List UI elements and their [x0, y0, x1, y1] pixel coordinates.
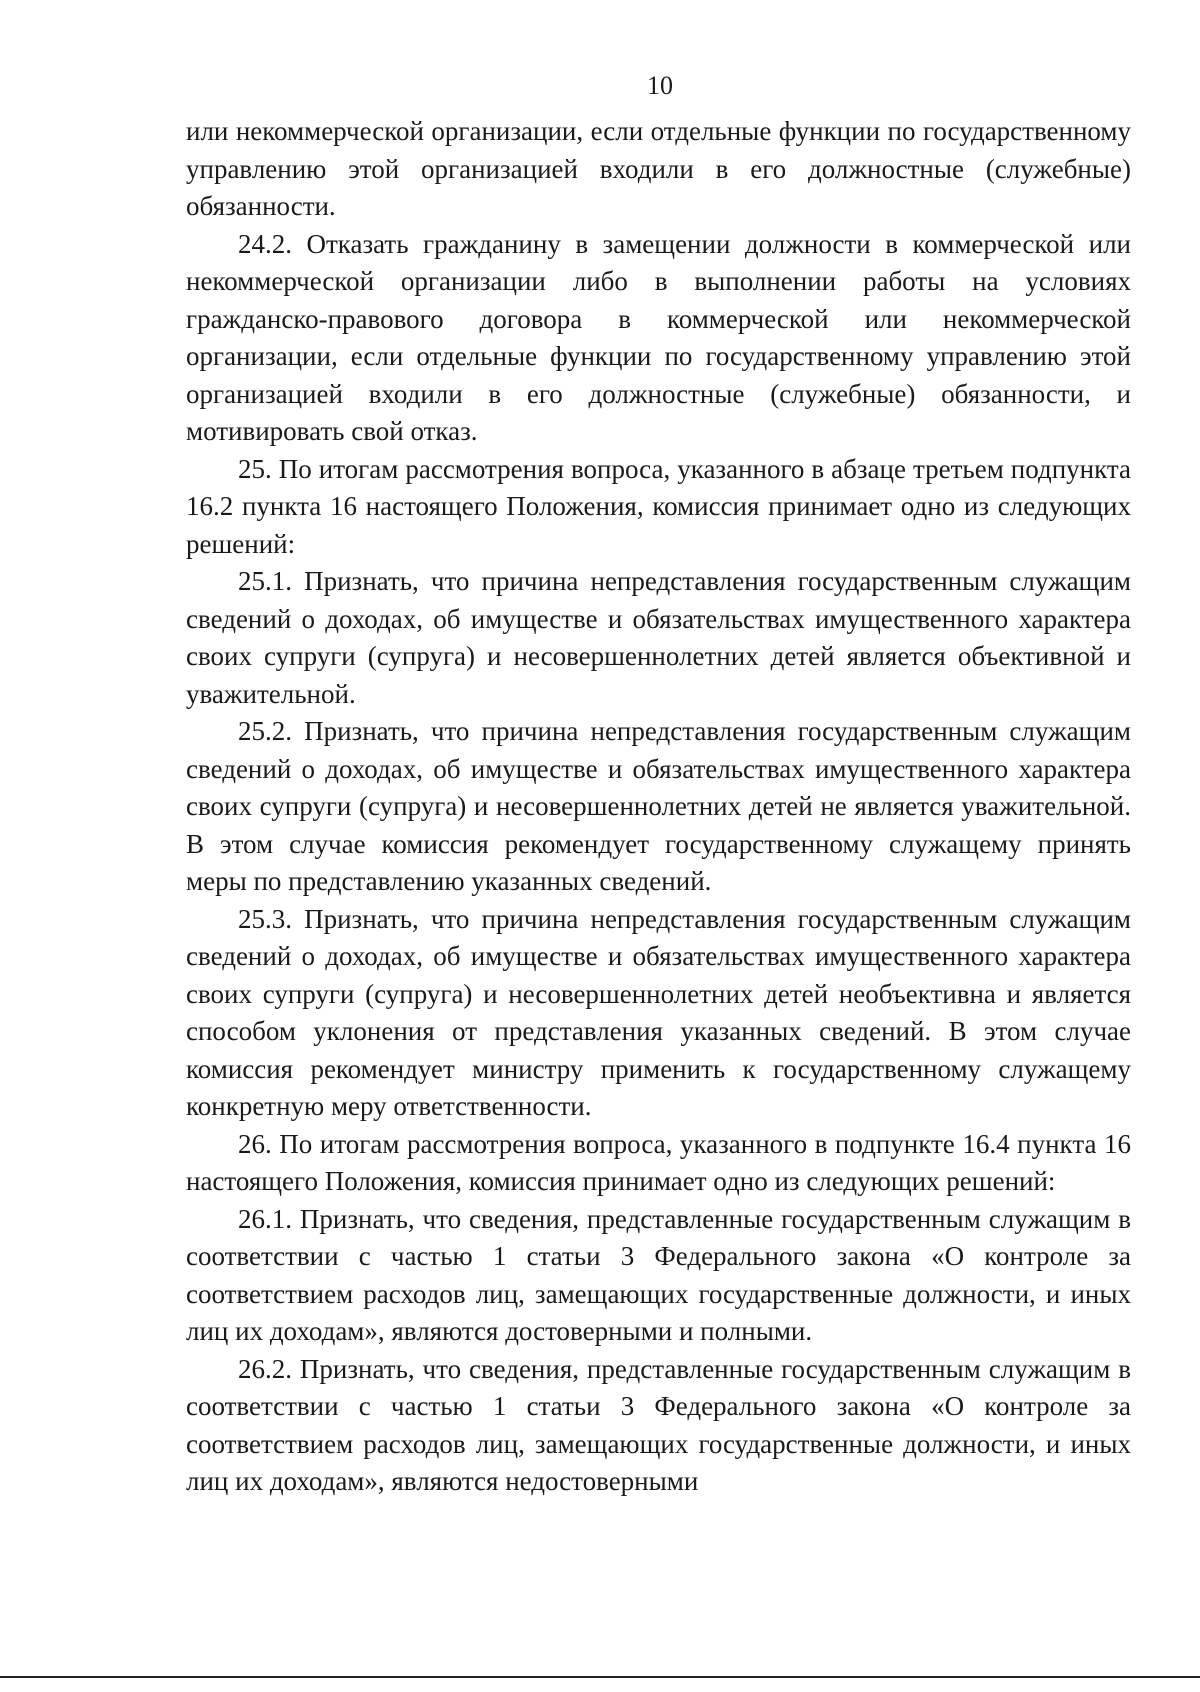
- paragraph-25-3: 25.3. Признать, что причина непредставления государственным служащим сведений о доходах, об имуществе и обязательствах имущественного характера своих супруги (супруга) и несовершеннолетних детей необъективна и является способом уклонения от представления указанных сведений. В этом случае комиссия рекомендует министру применить к государственному служащему конкретную меру ответственности.: [186, 903, 1131, 1121]
- paragraph-26: 26. По итогам рассмотрения вопроса, указанного в подпункте 16.4 пункта 16 настоящего Положения, комиссия принимает одно из следующих решений:: [186, 1128, 1131, 1196]
- paragraph-25: 25. По итогам рассмотрения вопроса, указанного в абзаце третьем подпункта 16.2 пункта 16 настоящего Положения, комиссия принимает одно из следующих решений:: [186, 453, 1131, 559]
- page-bottom-edge: [0, 1676, 1200, 1678]
- paragraph-25-1: 25.1. Признать, что причина непредставления государственным служащим сведений о доходах, об имуществе и обязательствах имущественного характера своих супруги (супруга) и несовершеннолетних детей является объективной и уважительной.: [186, 566, 1131, 709]
- paragraph-25-2: 25.2. Признать, что причина непредставления государственным служащим сведений о доходах, об имуществе и обязательствах имущественного характера своих супруги (супруга) и несовершеннолетних детей не является уважительной. В этом случае комиссия рекомендует государственному служащему принять меры по представлению указанных сведений.: [186, 716, 1131, 896]
- paragraph-24-2: 24.2. Отказать гражданину в замещении должности в коммерческой или некоммерческой организации либо в выполнении работы на условиях гражданско-правового договора в коммерческой или некоммерческой организации, если отдельные функции по государственному управлению этой организацией входили в его должностные (служебные) обязанности, и мотивировать свой отказ.: [186, 228, 1131, 446]
- document-body: [186, 113, 1131, 1501]
- page-number: 10: [647, 71, 673, 100]
- paragraph-26-2: 26.2. Признать, что сведения, представленные государственным служащим в соответствии с частью 1 статьи 3 Федерального закона «О контроле за соответствием расходов лиц, замещающих государственные должности, и иных лиц их доходам», являются недостоверными: [186, 1353, 1131, 1496]
- paragraph-continuation: или некоммерческой организации, если отдельные функции по государственному управлению этой организацией входили в его должностные (служебные) обязанности.: [186, 116, 1131, 221]
- paragraph-26-1: 26.1. Признать, что сведения, представленные государственным служащим в соответствии с частью 1 статьи 3 Федерального закона «О контроле за соответствием расходов лиц, замещающих государственные должности, и иных лиц их доходам», являются достоверными и полными.: [186, 1203, 1131, 1346]
